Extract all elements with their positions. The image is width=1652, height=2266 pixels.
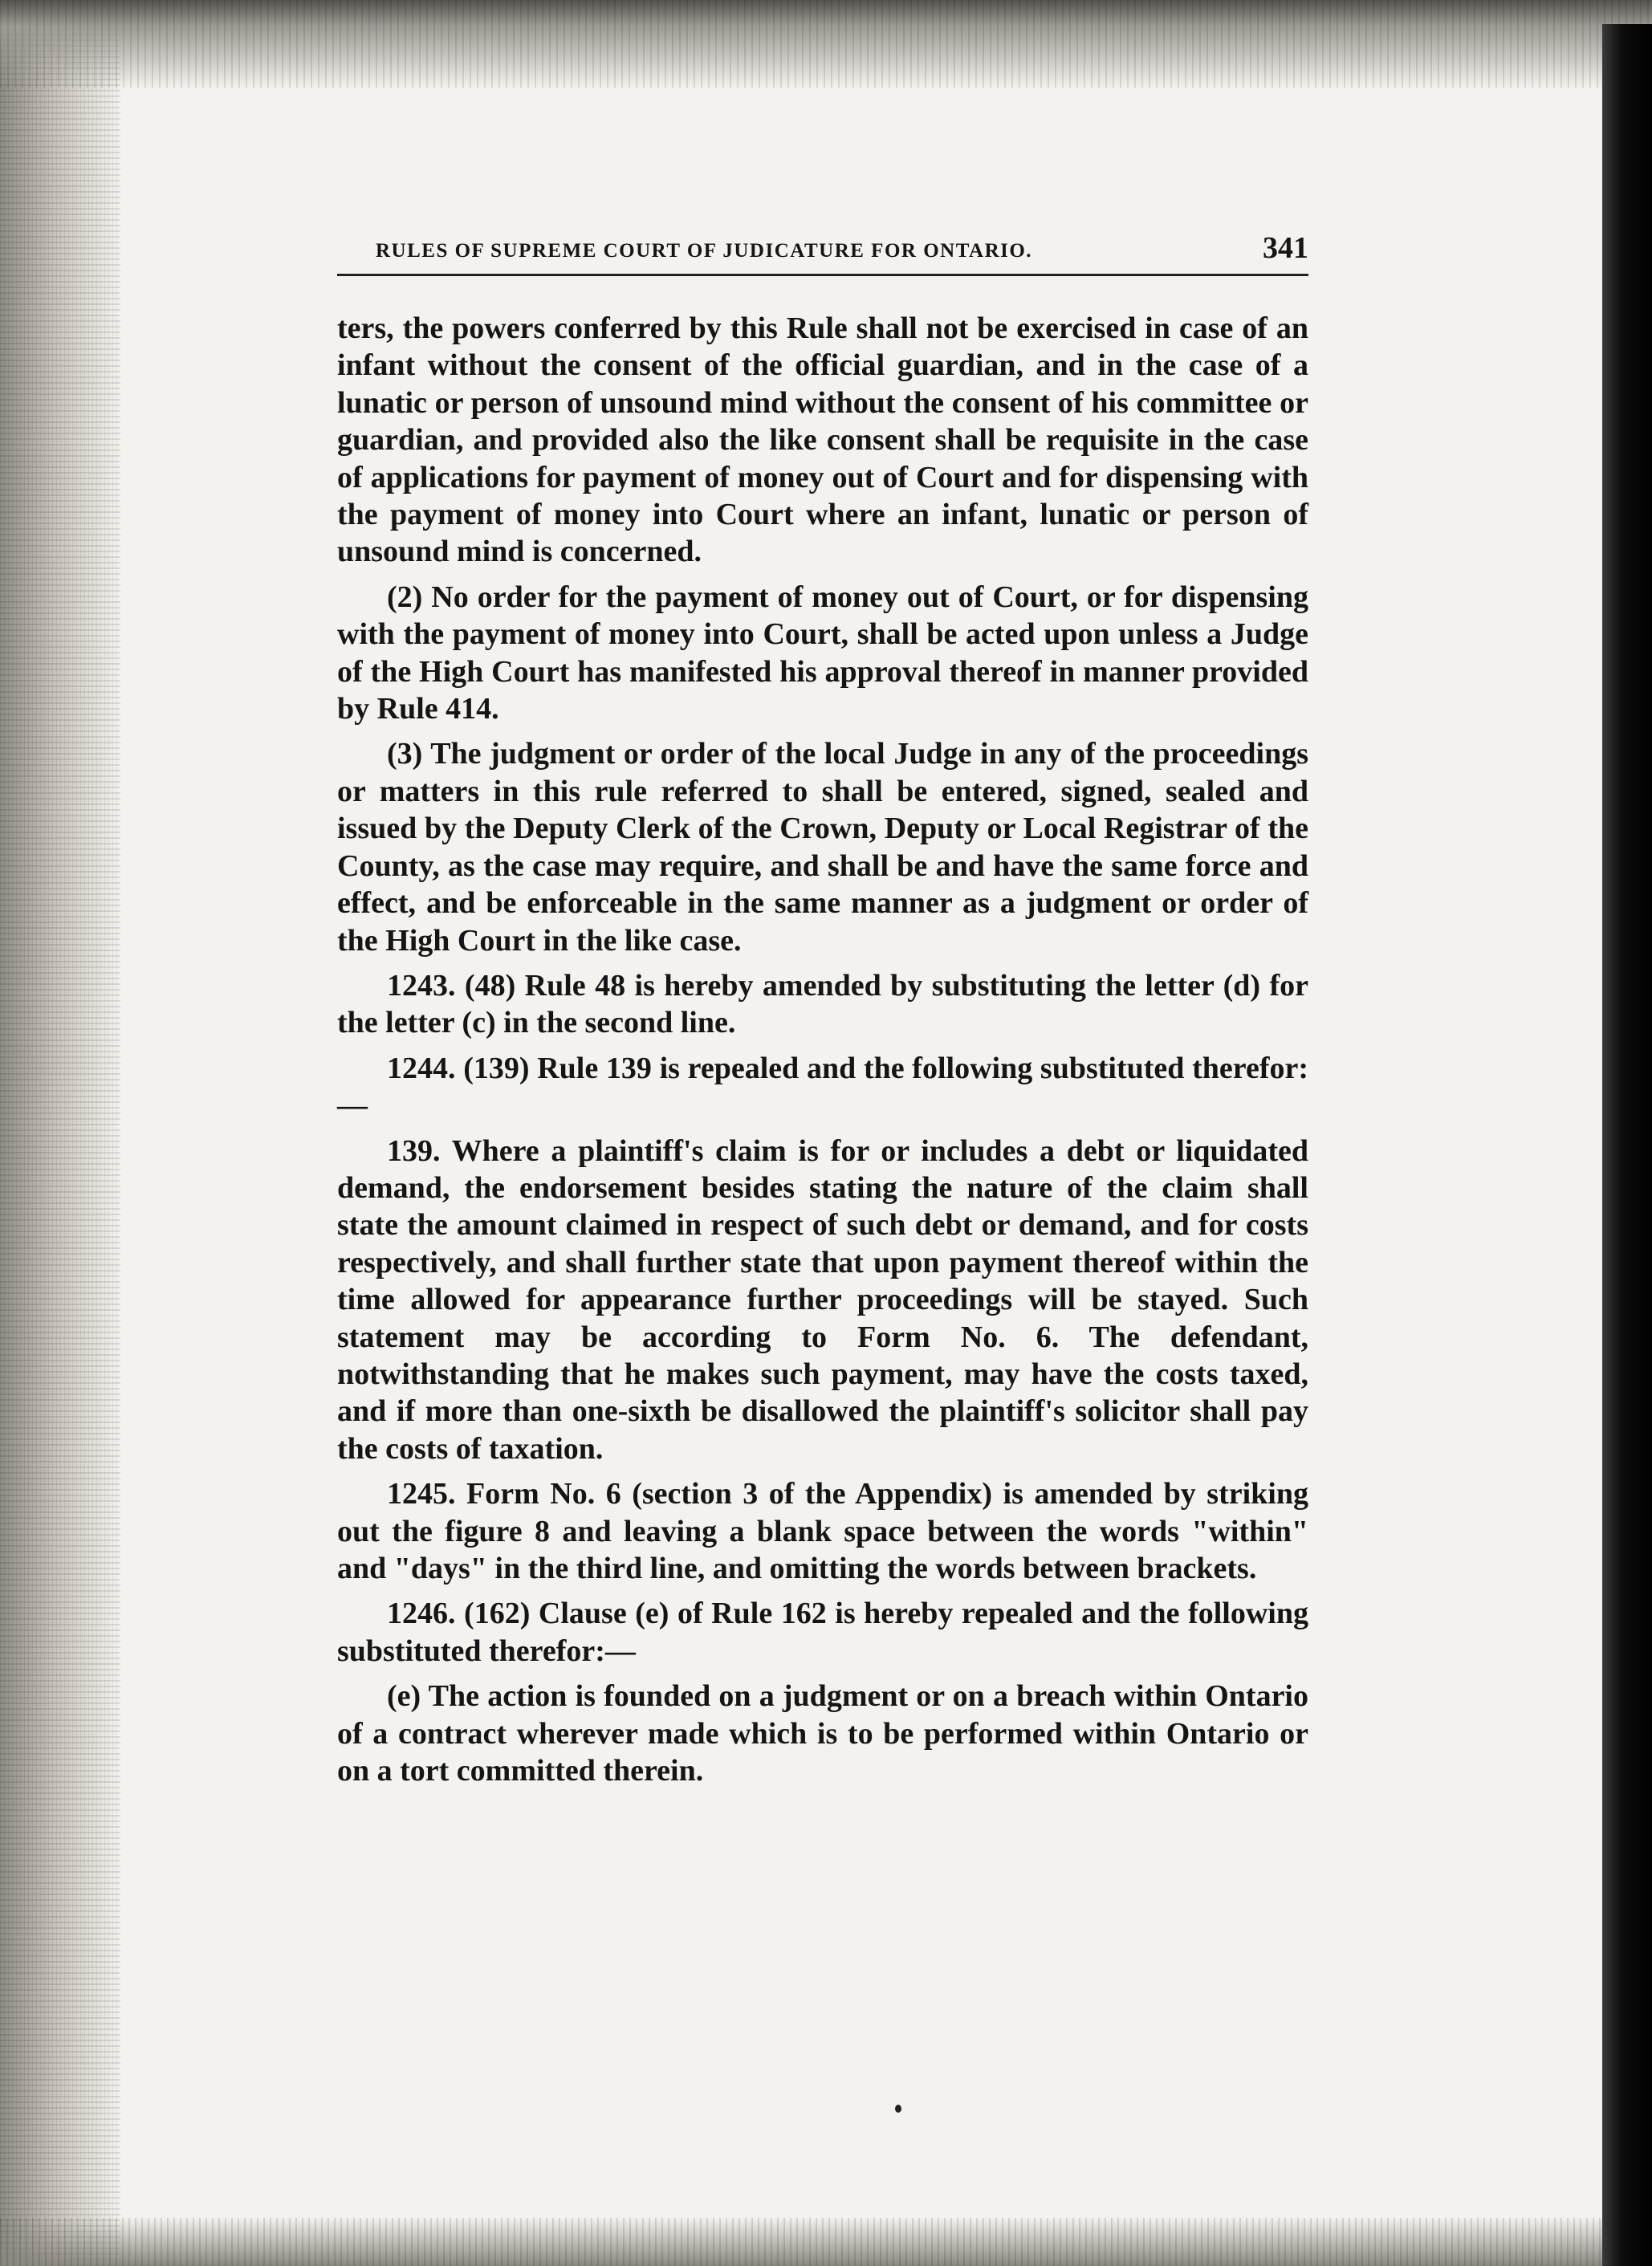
paragraph-subrule-3: (3) The judgment or order of the local Judge in any of the proceedings or matters in this rule referred to shall be entered, signed, sealed and issued by the Deputy Clerk of the Crown, Deputy or Local Registrar of the County, as the case may require, and shall be and have the same force and effect, and be enforceable in the same manner as a judgment or order of the High Court in the like case. (337, 737, 1308, 958)
scan-edge-right (1602, 24, 1652, 2266)
paragraph-1244: 1244. (139) Rule 139 is repealed and the following substituted therefor:— (337, 1051, 1308, 1123)
paragraph-1245: 1245. Form No. 6 (section 3 of the Appendix) is amended by striking out the figure 8 and leaving a blank space between the words "within" and "days" in the third line, and omitting the words between brackets. (337, 1477, 1308, 1585)
paragraph-subrule-2: (2) No order for the payment of money out of Court, or for dispensing with the payment of money into Court, shall be acted upon unless a Judge of the High Court has manifested his approval thereof in manner provided by Rule 414. (337, 580, 1308, 726)
scan-edge-top (0, 0, 1652, 88)
running-head (337, 229, 1308, 276)
paragraph-1243: 1243. (48) Rule 48 is hereby amended by substituting the letter (d) for the letter (c) in the second line. (337, 968, 1308, 1040)
page-number: 341 (1263, 231, 1308, 265)
paragraph-rule-139: 139. Where a plaintiff's claim is for or includes a debt or liquidated demand, the endorsement besides stating the nature of the claim shall state the amount claimed in respect of such debt or demand, and for costs respectively, and shall further state that upon payment thereof within the time allowed for appearance further proceedings will be stayed. Such statement may be according to Form No. 6. The defendant, notwithstanding that he makes such payment, may have the costs taxed, and if more than one-sixth be disallowed the plaintiff's solicitor shall pay the costs of taxation. (337, 1133, 1308, 1466)
paragraph-1246: 1246. (162) Clause (e) of Rule 162 is hereby repealed and the following substituted therefor:— (337, 1597, 1308, 1668)
paragraph-continued: ters, the powers conferred by this Rule shall not be exercised in case of an infant without the consent of the official guardian, and in the case of a lunatic or person of unsound mind without the consent of his committee or guardian, and provided also the like consent shall be requisite in the case of applications for payment of money out of Court and for dispensing with the payment of money into Court where an infant, lunatic or person of unsound mind is concerned. (337, 311, 1308, 569)
ink-speck (895, 2105, 901, 2113)
scan-edge-left (0, 0, 120, 2266)
body-text (337, 310, 1308, 1789)
scan-edge-bottom (0, 2218, 1652, 2266)
paragraph-clause-e: (e) The action is founded on a judgment or on a breach within Ontario of a contract wherever made which is to be performed within Ontario or on a tort committed therein. (337, 1679, 1308, 1788)
running-head-title: RULES OF SUPREME COURT OF JUDICATURE FOR ONTARIO. (376, 240, 1033, 262)
book-page (337, 229, 1308, 1797)
